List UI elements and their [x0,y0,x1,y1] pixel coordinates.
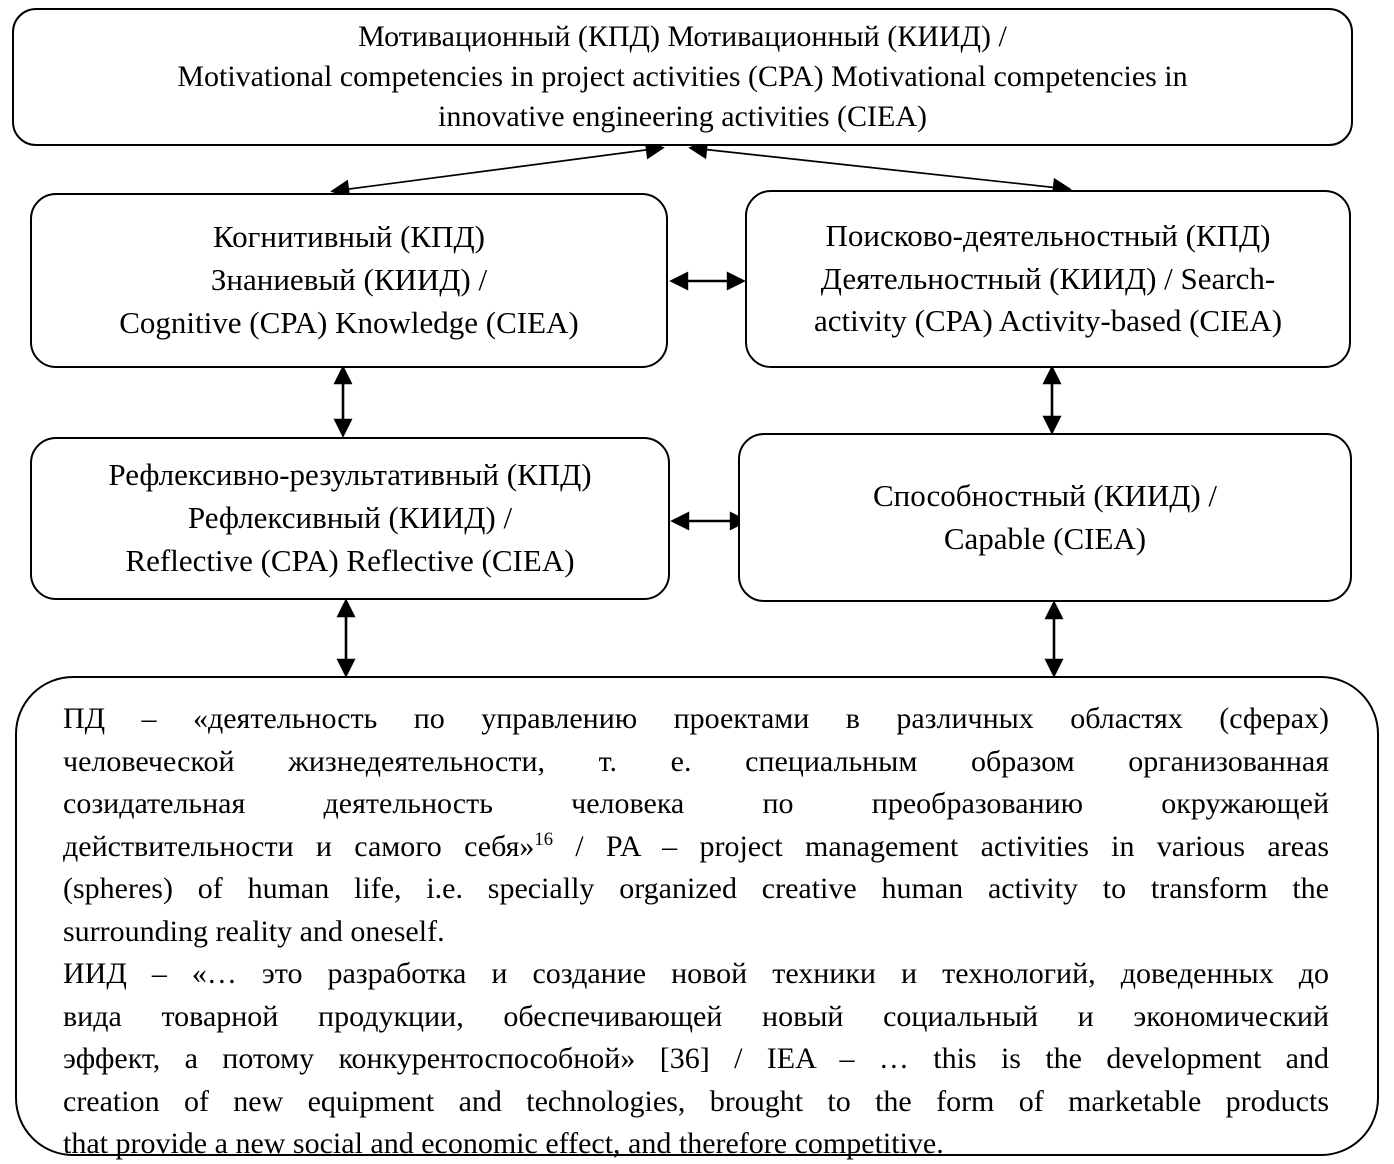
definition-text-line: эффект, а потому конкурентоспособной» [36] / IEA – … this is the development and [63,1042,1329,1075]
box-text-line: Capable (CIEA) [943,520,1147,556]
box-reflective [30,437,670,600]
definition-text-line: ПД – «деятельность по управлению проектами в различных областях (сферах) [63,702,1329,735]
definition-text-line: действительности и самого себя»$^{16}$ / PA – project management activities in various areas [63,828,1330,863]
box-text-line: Когнитивный (КПД) [213,219,485,255]
box-text-line: Способностный (КИИД) / [872,477,1218,513]
definition-text-line: creation of new equipment and technologies, brought to the form of marketable products [63,1084,1329,1118]
box-text-line: Cognitive (CPA) Knowledge (CIEA) [119,304,579,340]
box-text-line: Reflective (CPA) Reflective (CIEA) [125,542,575,578]
definition-text-line: вида товарной продукции, обеспечивающей новый социальный и экономический [63,999,1329,1033]
box-text-line: Знаниевый (КИИД) / [210,262,488,298]
definition-text-line: that provide a new social and economic effect, and therefore competitive. [63,1127,944,1160]
definition-text-line: созидательная деятельность человека по преобразованию окружающей [63,787,1329,820]
definition-text-line: surrounding reality and oneself. [63,914,445,948]
footnote-superscript: 16 [534,828,554,850]
box-text-line: Motivational competencies in project activities (CPA) Motivational competencies in [177,60,1188,93]
box-text-line: Рефлексивно-результативный (КПД) [108,457,592,493]
double-arrow-motivational-search [692,148,1068,189]
box-text-line: Рефлексивный (КИИД) / [187,500,513,536]
definition-text-line: ИИД – «… это разработка и создание новой техники и технологий, доведенных до [63,957,1329,990]
box-text-line: activity (CPA) Activity-based (CIEA) [813,303,1283,339]
box-search-activity [745,190,1351,368]
box-motivational-competencies [12,8,1353,146]
box-cognitive-knowledge [30,193,668,368]
box-text-line: Мотивационный (КПД) Мотивационный (КИИД) / [358,20,1007,53]
definition-text-line: (spheres) of human life, i.e. specially organized creative human activity to transform the [63,872,1329,905]
box-text-line: Деятельностный (КИИД) / Search- [820,260,1276,296]
definition-text-line: человеческой жизнедеятельности, т. е. специальным образом организованная [63,744,1329,778]
box-text-line: innovative engineering activities (CIEA) [437,100,927,133]
double-arrow-motivational-cognitive [334,148,661,191]
box-text-line: Поисково-деятельностный (КПД) [825,217,1271,253]
box-capable [738,433,1352,602]
box-definitions-text [15,676,1379,1160]
